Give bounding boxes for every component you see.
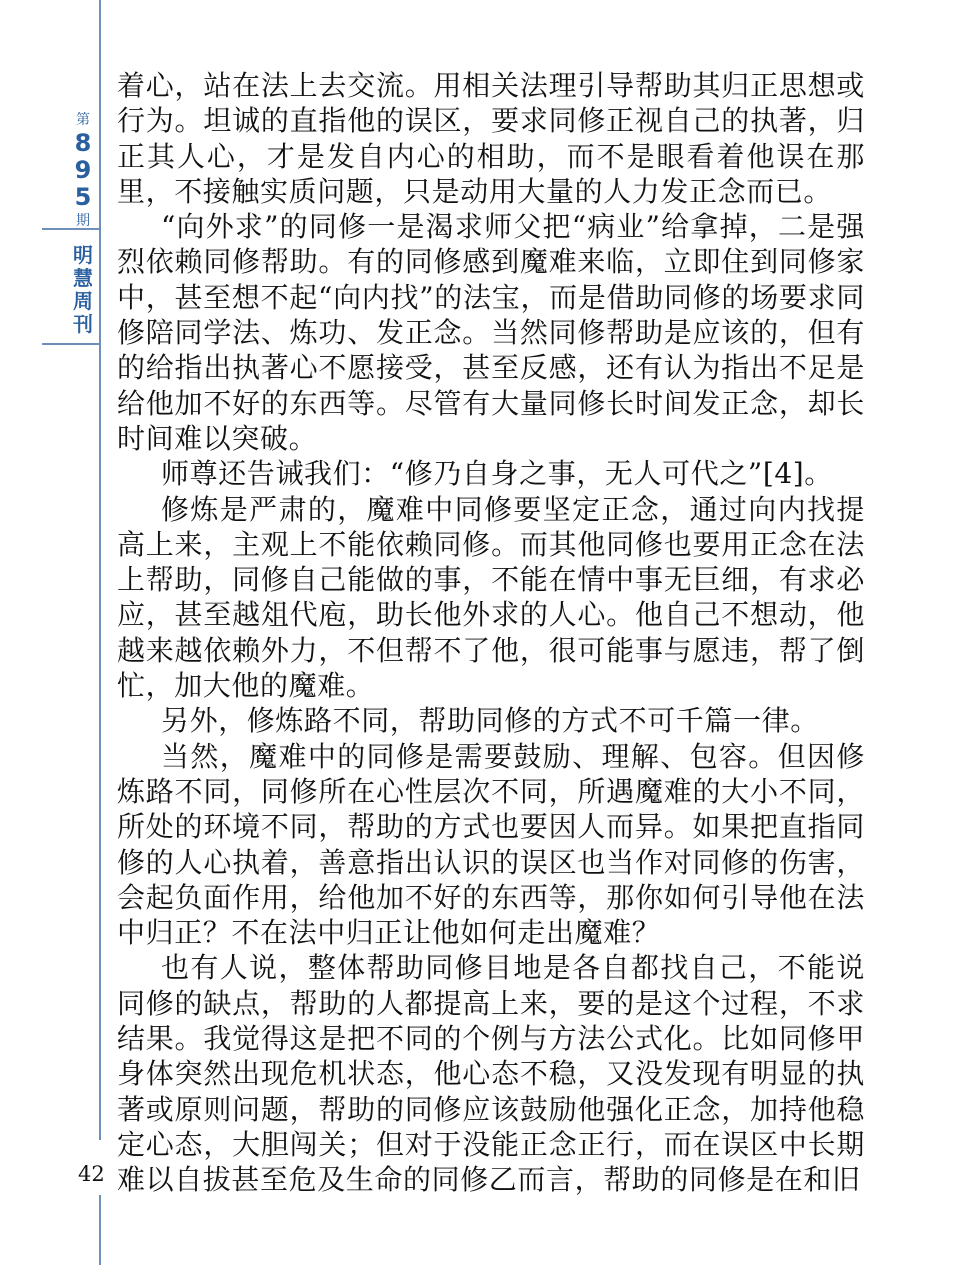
paragraph: 师尊还告诫我们：“修乃自身之事，无人可代之”[4]。	[161, 457, 833, 491]
magazine-char: 周	[73, 289, 93, 313]
article-body	[117, 68, 865, 1198]
vertical-rule-bottom	[99, 1195, 101, 1265]
paragraph: “向外求”的同修一是渴求师父把“病业”给拿掉，二是强烈依赖同修帮助。有的同修感到魔难来临，立即住到同修家中，甚至想不起“向内找”的法宝，而是借助同修的场要求同修陪同学法、炼功、发正念。当然同修帮助是应该的，但有的给指出执著心不愿接受，甚至反感，还有认为指出不足是给他加不好的东西等。尽管有大量同修长时间发正念，却长时间难以突破。	[117, 210, 865, 455]
issue-digit: 9	[74, 156, 92, 184]
magazine-char: 刊	[73, 312, 93, 336]
issue-digit: 8	[74, 129, 92, 157]
issue-label	[60, 110, 106, 231]
margin-strip	[0, 0, 105, 1265]
magazine-name	[60, 244, 106, 336]
paragraph: 着心，站在法上去交流。用相关法理引导帮助其归正思想或行为。坦诚的直指他的误区，要求同修正视自己的执著，归正其人心，才是发自内心的相助，而不是眼看着他误在那里，不接触实质问题，只是动用大量的人力发正念而已。	[117, 69, 865, 208]
paragraph: 修炼是严肃的，魔难中同修要坚定正念，通过向内找提高上来，主观上不能依赖同修。而其他同修也要用正念在法上帮助，同修自己能做的事，不能在情中事无巨细，有求必应，甚至越俎代庖，助长他外求的人心。他自己不想动，他越来越依赖外力，不但帮不了他，很可能事与愿违，帮了倒忙，加大他的魔难。	[117, 492, 865, 703]
issue-suffix: 期	[76, 213, 90, 229]
issue-digit: 5	[74, 183, 92, 211]
magazine-char: 慧	[73, 266, 93, 290]
magazine-char: 明	[73, 243, 93, 267]
paragraph: 也有人说，整体帮助同修目地是各自都找自己，不能说同修的缺点，帮助的人都提高上来，要的是这个过程，不求结果。我觉得这是把不同的个例与方法公式化。比如同修甲身体突然出现危机状态，他心态不稳，又没发现有明显的执著或原则问题，帮助的同修应该鼓励他强化正念，加持他稳定心态，大胆闯关；但对于没能正念正行，而在误区中长期难以自拔甚至危及生命的同修乙而言，帮助的同修是在和旧	[117, 951, 865, 1197]
paragraph: 当然，魔难中的同修是需要鼓励、理解、包容。但因修炼路不同，同修所在心性层次不同，所遇魔难的大小不同，所处的环境不同，帮助的方式也要因人而异。如果把直指同修的人心执着，善意指出认识的误区也当作对同修的伤害，会起负面作用，给他加不好的东西等，那你如何引导他在法中归正？不在法中归正让他如何走出魔难？	[117, 739, 865, 950]
page-number: 42	[78, 1162, 105, 1186]
paragraph: 另外，修炼路不同，帮助同修的方式不可千篇一律。	[161, 704, 819, 738]
horizontal-rule-lower	[42, 343, 100, 345]
issue-prefix: 第	[76, 112, 90, 128]
